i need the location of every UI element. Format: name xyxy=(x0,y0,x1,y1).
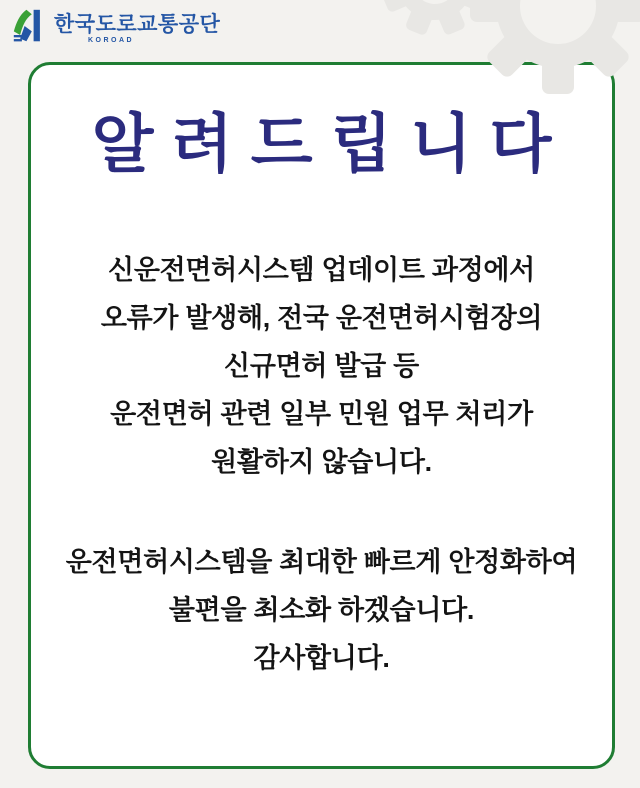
notice-line: 감사합니다. xyxy=(253,643,390,673)
logo-text xyxy=(54,8,220,44)
gear-icon xyxy=(363,0,507,54)
logo-org-sub: KOROAD xyxy=(88,37,135,44)
notice-paragraph-1 xyxy=(31,246,612,486)
notice-line: 불편을 최소화 하겠습니다. xyxy=(168,595,475,625)
notice-card xyxy=(28,62,615,769)
notice-line: 운전면허시스템을 최대한 빠르게 안정화하여 xyxy=(65,547,578,577)
notice-line: 오류가 발생해, 전국 운전면허시험장의 xyxy=(100,303,543,333)
logo-org-name: 한국도로교통공단 xyxy=(54,13,221,36)
notice-paragraph-2 xyxy=(31,538,612,682)
notice-title: 알 려 드 립 니 다 xyxy=(91,108,552,180)
notice-line: 신운전면허시스템 업데이트 과정에서 xyxy=(108,255,535,285)
header xyxy=(12,8,220,44)
koroad-logo-icon xyxy=(12,8,48,44)
notice-line: 원활하지 않습니다. xyxy=(211,447,432,477)
notice-line: 운전면허 관련 일부 민원 업무 처리가 xyxy=(110,399,533,429)
notice-line: 신규면허 발급 등 xyxy=(224,351,419,381)
